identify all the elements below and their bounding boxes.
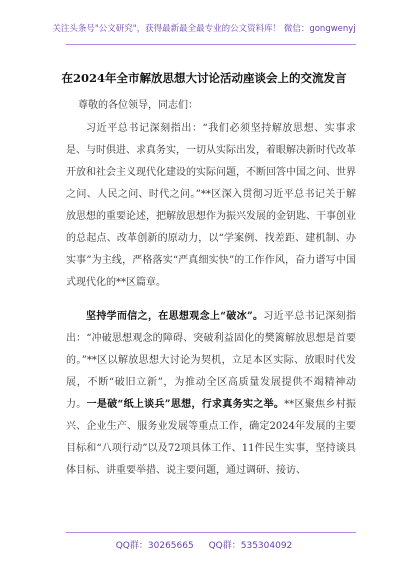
document-title: 在2024年全市解放思想大讨论活动座谈会上的交流发言 [61,71,347,85]
header-banner: 关注头条号"公文研究"，获得最新最全最专业的公文资料库！ 微信：gongwenyj [52,24,356,34]
footer-divider [66,532,356,533]
footer-qq-2: QQ群：535304092 [208,541,293,551]
paragraph-2-text-a: 习近平总书记深刻指出：“冲破思想观念的障碍、突破利益固化的樊篱解放思想是首要的。”**区以解放思想大讨论为契机，立足本区实际、放眼时代发展，不断“破旧立新”，为推动全区高质量发展提供不竭精神动力。 [66,311,357,410]
footer [0,538,408,551]
paragraph-2-lead: 坚持学而信之，在思想观念上“破冰”。 [86,311,264,322]
paragraph-2-text-b: **区聚焦乡村振兴、企业生产、服务业发展等重点工作，确定2024年发展的主要目标和“八项行动”以及72项具体工作、11件民生实事，坚持谈具体目标、讲重要举措、说主要问题，通过调研、接访、 [66,399,357,476]
footer-qq-1: QQ群：30265665 [115,541,194,551]
document-body [66,118,356,482]
paragraph-2 [66,306,356,482]
salutation: 尊敬的各位领导，同志们： [78,100,198,111]
paragraph-1: 习近平总书记深刻指出：“我们必须坚持解放思想、实事求是、与时俱进、求真务实，一切从实际出发，着眼解决新时代改革开放和社会主义现代化建设的实际问题，不断回答中国之问、世界之问、人民之问、时代之问。”**区深入贯彻习近平总书记关于解放思想的重要论述，把解放思想作为振兴发展的金钥匙、干事创业的总起点、改革创新的原动力，以“学案例、找差距、建机制、办实事”为主线，严格落实“严真细实快”的工作作风，奋力谱写中国式现代化的**区篇章。 [66,123,356,288]
paragraph-2-lead-2: 一是破“纸上谈兵”思想，行求真务实之举。 [86,399,285,410]
header-divider [66,44,356,45]
